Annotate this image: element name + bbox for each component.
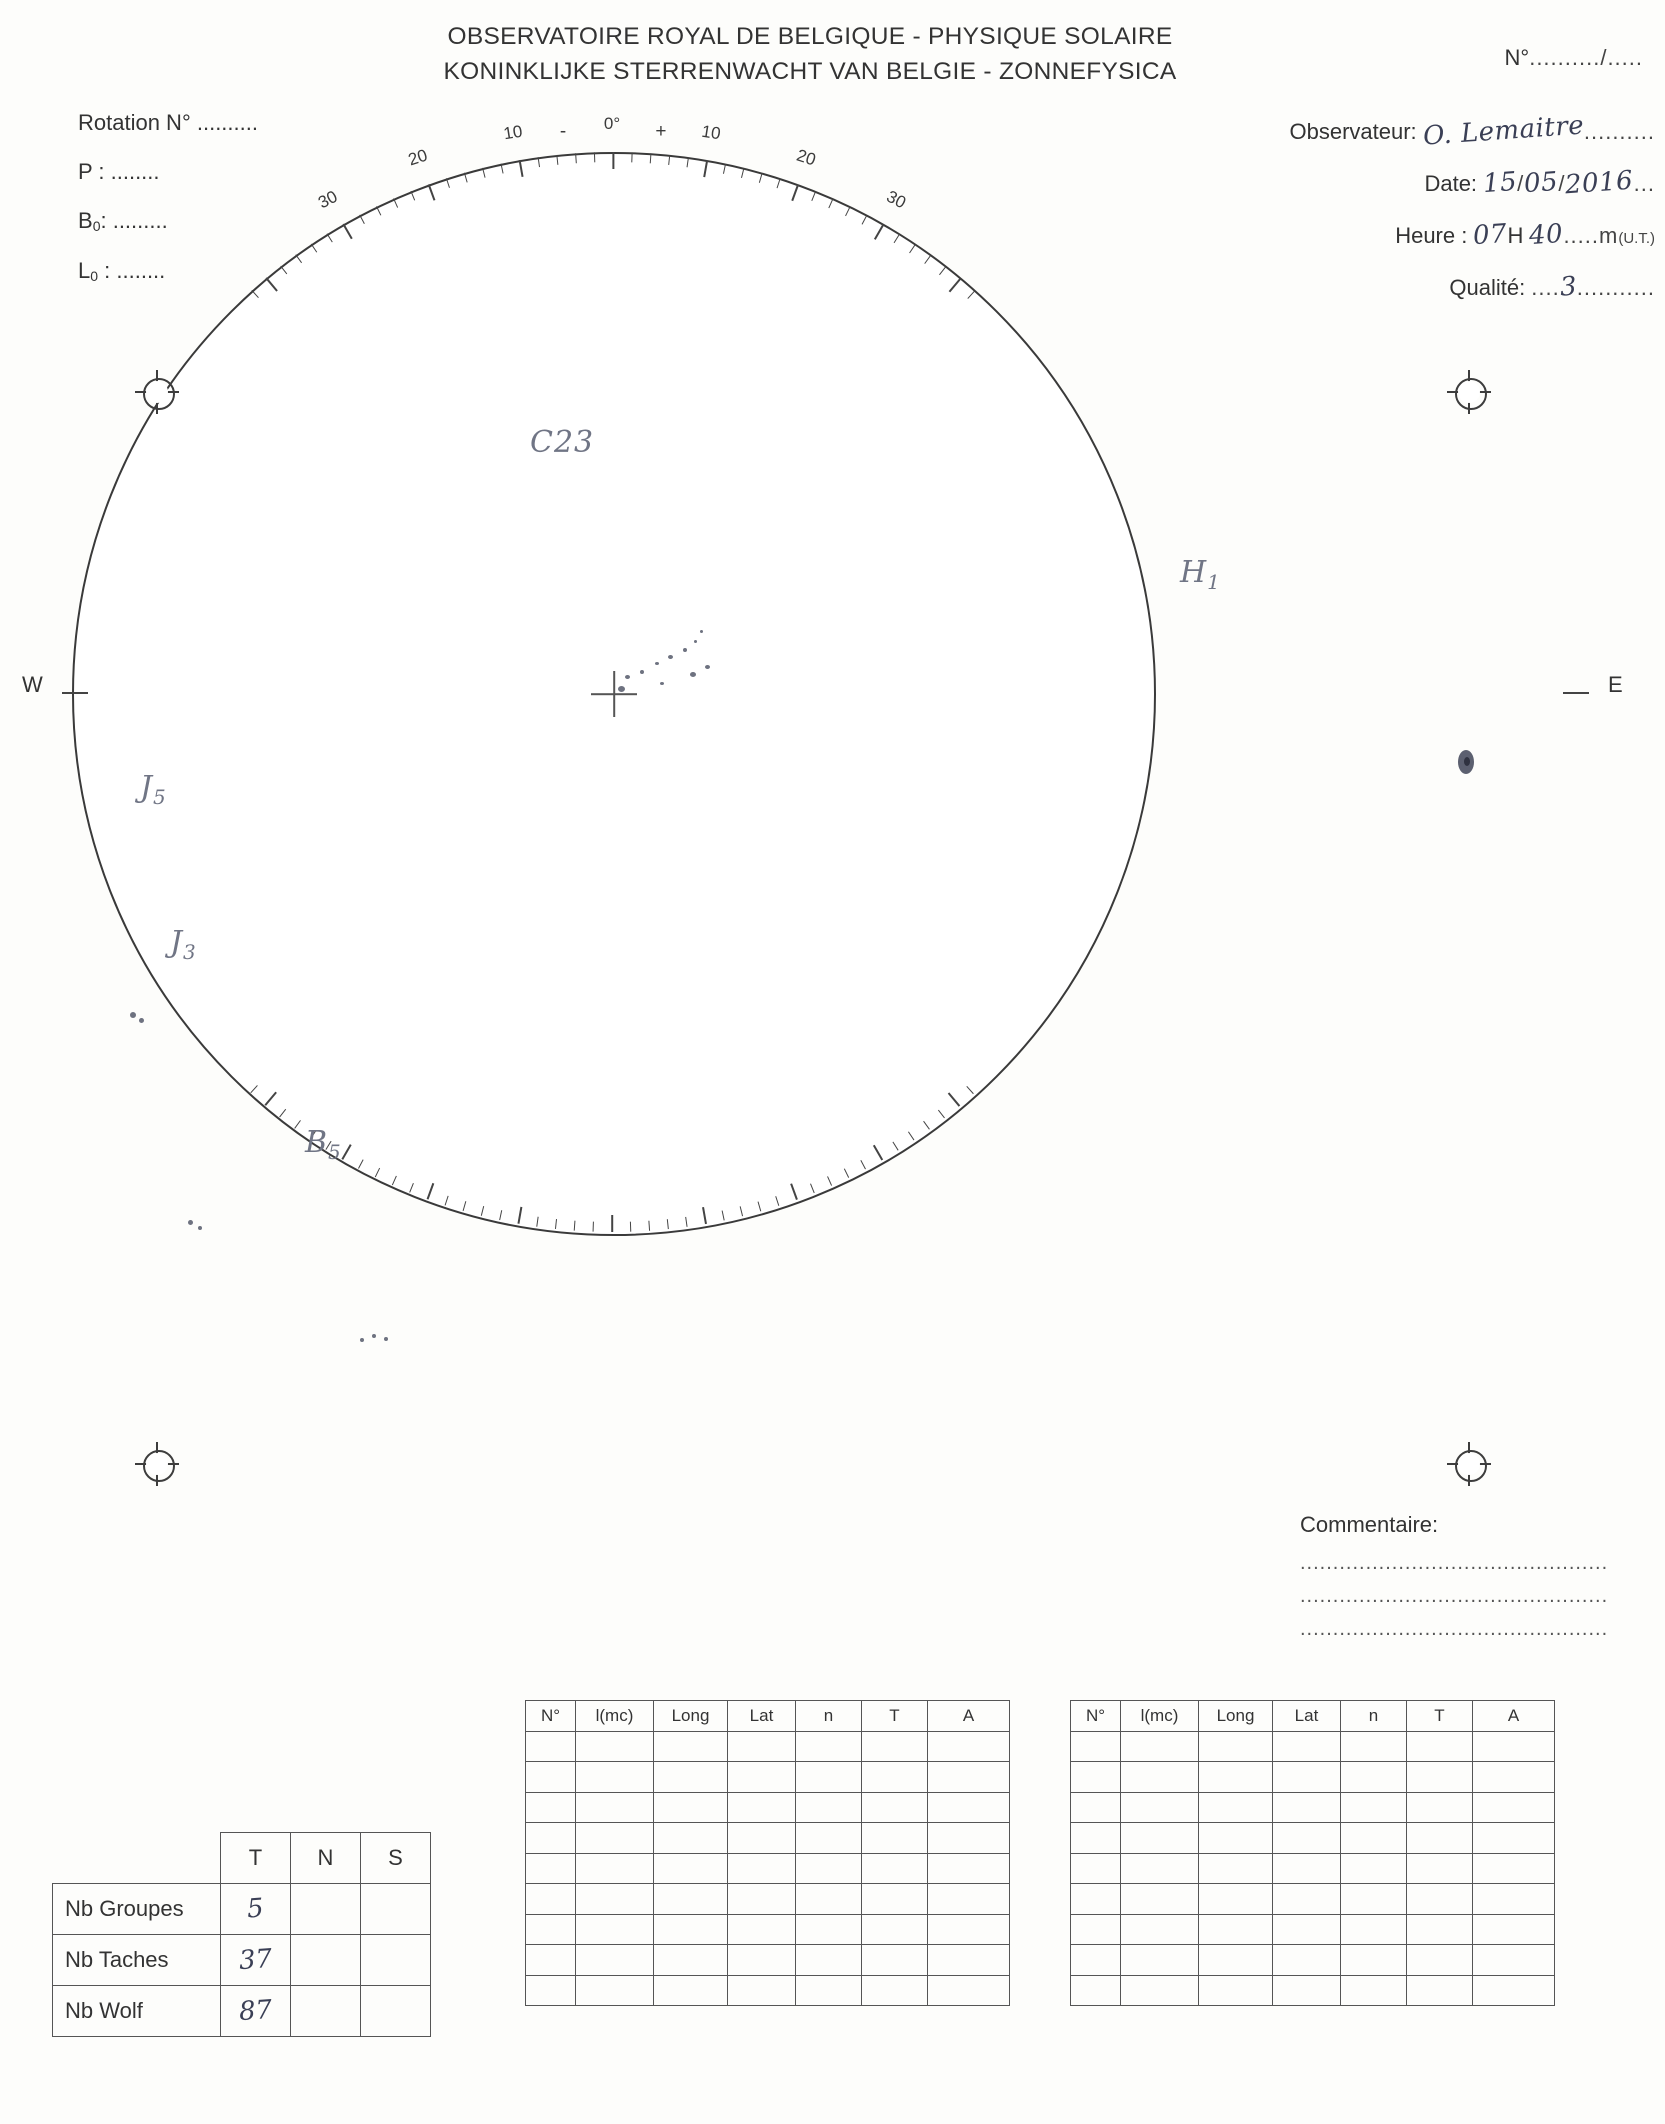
cell[interactable] [1121, 1792, 1199, 1823]
cell[interactable] [526, 1823, 576, 1854]
measurement-table-left[interactable] [525, 1700, 1010, 2006]
cell[interactable] [1341, 1792, 1407, 1823]
registration-mark-bottom-left [135, 1442, 179, 1486]
cell[interactable] [1407, 1792, 1473, 1823]
table-row[interactable] [1071, 1884, 1555, 1915]
cell[interactable] [654, 1945, 728, 1976]
column-header-1: l(mc) [576, 1701, 654, 1732]
cell[interactable] [728, 1884, 796, 1915]
cell[interactable] [1071, 1914, 1121, 1945]
cell[interactable] [1199, 1853, 1273, 1884]
observer-dots: .......... [1583, 119, 1655, 144]
cell[interactable] [1273, 1731, 1341, 1762]
cell[interactable] [862, 1884, 928, 1915]
cell[interactable] [1407, 1762, 1473, 1793]
cell[interactable] [862, 1914, 928, 1945]
cell[interactable] [1473, 1823, 1555, 1854]
summary-value-s[interactable] [361, 1884, 431, 1935]
cell[interactable] [1407, 1975, 1473, 2006]
cell[interactable] [928, 1731, 1010, 1762]
quality-value: 3 [1558, 271, 1578, 303]
time-scale-note: (U.T.) [1618, 230, 1655, 247]
summary-corner-cell [53, 1833, 221, 1884]
cell[interactable] [1071, 1762, 1121, 1793]
summary-column-n: N [291, 1833, 361, 1884]
cell[interactable] [576, 1792, 654, 1823]
summary-row [53, 1884, 431, 1935]
table-row[interactable] [526, 1975, 1010, 2006]
table-row[interactable] [526, 1853, 1010, 1884]
degree-label-5: 20 [794, 145, 819, 170]
cell[interactable] [526, 1884, 576, 1915]
cell[interactable] [1407, 1731, 1473, 1762]
cell[interactable] [1071, 1884, 1121, 1915]
observer-label: Observateur: [1289, 119, 1417, 144]
cell[interactable] [1199, 1975, 1273, 2006]
cell[interactable] [1121, 1914, 1199, 1945]
cell[interactable] [576, 1884, 654, 1915]
table-row[interactable] [1071, 1792, 1555, 1823]
time-minute-value: 40 [1528, 218, 1565, 252]
plus-sign-label: + [655, 121, 667, 143]
comment-line-3[interactable]: ............................................... [1300, 1618, 1609, 1640]
cell[interactable] [1273, 1762, 1341, 1793]
cell[interactable] [728, 1762, 796, 1793]
cell[interactable] [862, 1975, 928, 2006]
comment-label: Commentaire: [1300, 1512, 1439, 1537]
quality-label: Qualité: [1449, 275, 1526, 300]
cell[interactable] [1121, 1945, 1199, 1976]
cell[interactable] [928, 1762, 1010, 1793]
pencil-annotation-b5: $B_5$ [305, 1125, 342, 1164]
cell[interactable] [1273, 1884, 1341, 1915]
l0-dots: : ........ [98, 258, 166, 283]
cell[interactable] [1199, 1823, 1273, 1854]
cell[interactable] [1199, 1945, 1273, 1976]
column-header-2: Long [654, 1701, 728, 1732]
table-row[interactable] [526, 1731, 1010, 1762]
cell[interactable] [654, 1914, 728, 1945]
cell[interactable] [1473, 1914, 1555, 1945]
cell[interactable] [796, 1945, 862, 1976]
cell[interactable] [862, 1792, 928, 1823]
west-tick [62, 692, 88, 694]
pencil-annotation-h1: $H_1$ [1180, 555, 1221, 594]
sheet-number-label: N° [1504, 45, 1530, 70]
pencil-annotation-subscript: 3 [183, 940, 197, 964]
cell[interactable] [728, 1975, 796, 2006]
time-minute-unit: .....m [1563, 223, 1619, 248]
quality-dots-before: .... [1531, 275, 1560, 300]
column-header-6: A [928, 1701, 1010, 1732]
cell[interactable] [576, 1823, 654, 1854]
column-header-3: Lat [1273, 1701, 1341, 1732]
comment-line-1[interactable]: ............................................... [1300, 1552, 1609, 1574]
table-row[interactable] [1071, 1975, 1555, 2006]
cell[interactable] [576, 1853, 654, 1884]
cell[interactable] [1407, 1945, 1473, 1976]
date-month: 05 [1523, 166, 1560, 200]
summary-row-label: Nb Wolf [53, 1986, 221, 2037]
cell[interactable] [1071, 1945, 1121, 1976]
cell[interactable] [862, 1823, 928, 1854]
minus-sign-label: - [559, 121, 567, 143]
date-label: Date: [1424, 171, 1478, 196]
cell[interactable] [526, 1731, 576, 1762]
summary-value-t[interactable] [221, 1935, 291, 1986]
cell[interactable] [654, 1884, 728, 1915]
column-header-6: A [1473, 1701, 1555, 1732]
cell[interactable] [1121, 1975, 1199, 2006]
table-row[interactable] [526, 1823, 1010, 1854]
summary-row [53, 1935, 431, 1986]
page-title [360, 20, 1260, 90]
cell[interactable] [728, 1792, 796, 1823]
cell[interactable] [1071, 1853, 1121, 1884]
date-row[interactable] [1185, 165, 1655, 201]
summary-value-t[interactable] [221, 1884, 291, 1935]
date-day: 15 [1482, 166, 1519, 200]
table-row[interactable] [526, 1884, 1010, 1915]
cell[interactable] [796, 1884, 862, 1915]
pencil-annotation-subscript: 5 [153, 785, 167, 809]
pencil-annotation-c23: C23 [530, 425, 595, 460]
cell[interactable] [654, 1853, 728, 1884]
cell[interactable] [728, 1853, 796, 1884]
observer-value: O. Lemaitre [1421, 110, 1585, 152]
cell[interactable] [728, 1731, 796, 1762]
cell[interactable] [654, 1975, 728, 2006]
table-row[interactable] [1071, 1914, 1555, 1945]
cell[interactable] [1407, 1853, 1473, 1884]
cell[interactable] [928, 1945, 1010, 1976]
cell[interactable] [1273, 1823, 1341, 1854]
summary-column-s: S [361, 1833, 431, 1884]
table-row[interactable] [1071, 1853, 1555, 1884]
cell[interactable] [1473, 1792, 1555, 1823]
cell[interactable] [796, 1792, 862, 1823]
cell[interactable] [728, 1823, 796, 1854]
degree-label-0: 30 [315, 186, 341, 213]
cell[interactable] [654, 1731, 728, 1762]
cell[interactable] [1273, 1945, 1341, 1976]
column-header-4: n [1341, 1701, 1407, 1732]
date-dots: ... [1633, 171, 1655, 196]
cell[interactable] [796, 1914, 862, 1945]
pencil-annotation-subscript: 5 [328, 1140, 342, 1164]
observer-row[interactable] [1185, 110, 1655, 152]
cell[interactable] [1407, 1914, 1473, 1945]
cell[interactable] [928, 1975, 1010, 2006]
rotation-field[interactable]: Rotation N° .......... [78, 110, 258, 135]
title-french: OBSERVATOIRE ROYAL DE BELGIQUE - PHYSIQUE SOLAIRE [447, 23, 1173, 50]
cell[interactable] [1199, 1884, 1273, 1915]
cell[interactable] [1071, 1823, 1121, 1854]
handwritten-value: 5 [246, 1893, 265, 1925]
summary-value-n[interactable] [291, 1935, 361, 1986]
column-header-4: n [796, 1701, 862, 1732]
cell[interactable] [1473, 1945, 1555, 1976]
cell[interactable] [576, 1975, 654, 2006]
summary-column-t: T [221, 1833, 291, 1884]
cell[interactable] [1341, 1823, 1407, 1854]
quality-dots-after: ........... [1576, 275, 1655, 300]
observation-metadata [1185, 110, 1655, 324]
cell[interactable] [1121, 1853, 1199, 1884]
cell[interactable] [1071, 1792, 1121, 1823]
cell[interactable] [928, 1792, 1010, 1823]
cell[interactable] [1473, 1731, 1555, 1762]
degree-label-3: 0° [603, 114, 621, 133]
cell[interactable] [654, 1823, 728, 1854]
handwritten-value: 87 [237, 1994, 274, 2028]
pencil-annotation-j5: $J_5$ [140, 770, 167, 809]
pencil-annotation-subscript: 1 [1207, 570, 1221, 594]
cell[interactable] [1341, 1945, 1407, 1976]
summary-row-label: Nb Taches [53, 1935, 221, 1986]
table-row[interactable] [526, 1762, 1010, 1793]
cell[interactable] [526, 1914, 576, 1945]
summary-value-n[interactable] [291, 1884, 361, 1935]
cell[interactable] [862, 1731, 928, 1762]
cell[interactable] [654, 1792, 728, 1823]
table-row[interactable] [1071, 1823, 1555, 1854]
cell[interactable] [928, 1914, 1010, 1945]
cell[interactable] [1273, 1853, 1341, 1884]
cell[interactable] [862, 1853, 928, 1884]
cell[interactable] [728, 1945, 796, 1976]
handwritten-value: 37 [237, 1943, 274, 1977]
cell[interactable] [1273, 1792, 1341, 1823]
time-row[interactable] [1185, 220, 1655, 250]
cell[interactable] [1199, 1792, 1273, 1823]
cell[interactable] [1199, 1762, 1273, 1793]
degree-label-6: 30 [883, 186, 909, 213]
summary-value-t[interactable] [221, 1986, 291, 2037]
registration-mark-bottom-right [1447, 1442, 1491, 1486]
cell[interactable] [576, 1762, 654, 1793]
summary-row [53, 1986, 431, 2037]
cell[interactable] [1473, 1975, 1555, 2006]
table-header-row [526, 1701, 1010, 1732]
cell[interactable] [576, 1731, 654, 1762]
table-row[interactable] [526, 1914, 1010, 1945]
b0-label: B [78, 208, 93, 233]
east-tick [1563, 692, 1589, 694]
sheet-number-dots: ........../..... [1529, 45, 1643, 70]
time-hour-value: 07 [1472, 218, 1509, 252]
cell[interactable] [796, 1762, 862, 1793]
cell[interactable] [1341, 1884, 1407, 1915]
cell[interactable] [1341, 1975, 1407, 2006]
summary-value-n[interactable] [291, 1986, 361, 2037]
degree-label-4: 10 [699, 121, 722, 144]
summary-header-row [53, 1833, 431, 1884]
column-header-3: Lat [728, 1701, 796, 1732]
cell[interactable] [1341, 1853, 1407, 1884]
date-year: 2016 [1564, 165, 1635, 201]
date-separator-2: / [1558, 171, 1566, 196]
cell[interactable] [928, 1823, 1010, 1854]
cell[interactable] [928, 1853, 1010, 1884]
cell[interactable] [1473, 1853, 1555, 1884]
west-label: W [22, 672, 43, 697]
table-row[interactable] [1071, 1731, 1555, 1762]
cell[interactable] [526, 1792, 576, 1823]
column-header-5: T [1407, 1701, 1473, 1732]
cell[interactable] [796, 1731, 862, 1762]
comment-block[interactable] [1300, 1512, 1640, 1651]
cell[interactable] [796, 1823, 862, 1854]
cell[interactable] [1121, 1762, 1199, 1793]
registration-mark-top-right [1447, 370, 1491, 414]
table-row[interactable] [526, 1792, 1010, 1823]
cell[interactable] [1273, 1914, 1341, 1945]
cell[interactable] [1273, 1975, 1341, 2006]
cell[interactable] [862, 1945, 928, 1976]
measurement-table-right[interactable] [1070, 1700, 1555, 2006]
disk-degree-ticks [60, 140, 1165, 1255]
p-field[interactable]: P : ........ [78, 159, 160, 184]
cell[interactable] [1341, 1762, 1407, 1793]
l0-subscript: 0 [90, 268, 99, 284]
cell[interactable] [1341, 1731, 1407, 1762]
cell[interactable] [576, 1945, 654, 1976]
degree-label-1: 20 [405, 145, 430, 170]
cell[interactable] [1071, 1975, 1121, 2006]
time-hour-unit: H [1507, 223, 1524, 248]
pencil-annotation-j3: $J_3$ [170, 925, 197, 964]
table-row[interactable] [1071, 1762, 1555, 1793]
registration-mark-top-left [135, 370, 179, 414]
east-label: E [1608, 672, 1623, 697]
cell[interactable] [728, 1914, 796, 1945]
cell[interactable] [1407, 1884, 1473, 1915]
column-header-0: N° [526, 1701, 576, 1732]
b0-subscript: 0 [92, 218, 101, 234]
sheet-number-field[interactable] [1505, 45, 1643, 71]
cell[interactable] [1121, 1823, 1199, 1854]
cell[interactable] [928, 1884, 1010, 1915]
column-header-5: T [862, 1701, 928, 1732]
cell[interactable] [526, 1975, 576, 2006]
cell[interactable] [862, 1762, 928, 1793]
cell[interactable] [1473, 1884, 1555, 1915]
cell[interactable] [526, 1853, 576, 1884]
b0-dots: : ......... [100, 208, 168, 233]
summary-row-label: Nb Groupes [53, 1884, 221, 1935]
cell[interactable] [576, 1914, 654, 1945]
title-dutch: KONINKLIJKE STERRENWACHT VAN BELGIE - ZONNEFYSICA [443, 57, 1177, 85]
summary-value-s[interactable] [361, 1986, 431, 2037]
cell[interactable] [526, 1762, 576, 1793]
cell[interactable] [796, 1853, 862, 1884]
time-label: Heure : [1395, 223, 1468, 248]
quality-row[interactable] [1185, 272, 1655, 302]
l0-label: L [78, 258, 91, 283]
summary-value-s[interactable] [361, 1935, 431, 1986]
cell[interactable] [1121, 1884, 1199, 1915]
cell[interactable] [1199, 1731, 1273, 1762]
comment-line-2[interactable]: ............................................... [1300, 1585, 1609, 1607]
cell[interactable] [1473, 1762, 1555, 1793]
cell[interactable] [526, 1945, 576, 1976]
cell[interactable] [1341, 1914, 1407, 1945]
cell[interactable] [1199, 1914, 1273, 1945]
table-row[interactable] [526, 1945, 1010, 1976]
cell[interactable] [796, 1975, 862, 2006]
cell[interactable] [1407, 1823, 1473, 1854]
column-header-1: l(mc) [1121, 1701, 1199, 1732]
table-header-row [1071, 1701, 1555, 1732]
summary-table[interactable] [52, 1832, 431, 2037]
cell[interactable] [1071, 1731, 1121, 1762]
column-header-0: N° [1071, 1701, 1121, 1732]
table-row[interactable] [1071, 1945, 1555, 1976]
column-header-2: Long [1199, 1701, 1273, 1732]
cell[interactable] [1121, 1731, 1199, 1762]
degree-label-2: 10 [502, 121, 525, 144]
date-separator-1: / [1517, 171, 1525, 196]
cell[interactable] [654, 1762, 728, 1793]
